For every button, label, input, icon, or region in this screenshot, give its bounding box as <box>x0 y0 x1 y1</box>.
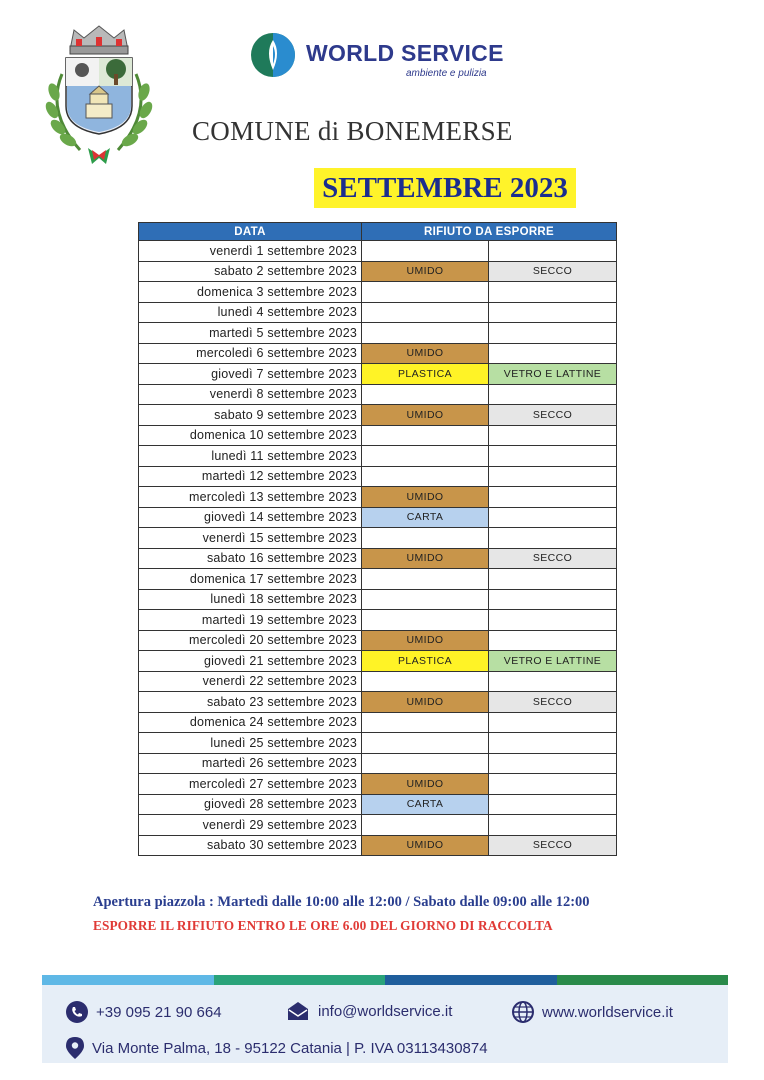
table-row <box>139 507 617 528</box>
row-waste-primary: UMIDO <box>362 692 489 713</box>
row-waste-secondary <box>489 241 617 262</box>
row-waste-primary: PLASTICA <box>362 651 489 672</box>
row-waste-secondary <box>489 630 617 651</box>
row-date: sabato 23 settembre 2023 <box>139 692 362 713</box>
row-date: giovedì 28 settembre 2023 <box>139 794 362 815</box>
row-date: lunedì 11 settembre 2023 <box>139 446 362 467</box>
row-date: lunedì 4 settembre 2023 <box>139 302 362 323</box>
row-date: martedì 5 settembre 2023 <box>139 323 362 344</box>
row-waste-primary: UMIDO <box>362 630 489 651</box>
table-row <box>139 425 617 446</box>
table-row <box>139 835 617 856</box>
row-waste-secondary: VETRO E LATTINE <box>489 364 617 385</box>
row-waste-secondary <box>489 569 617 590</box>
header-waste: RIFIUTO DA ESPORRE <box>362 223 617 241</box>
table-row <box>139 241 617 262</box>
table-row <box>139 774 617 795</box>
row-waste-secondary: SECCO <box>489 835 617 856</box>
footer-address <box>66 1037 488 1059</box>
row-waste-secondary: SECCO <box>489 261 617 282</box>
row-waste-secondary <box>489 671 617 692</box>
row-waste-primary <box>362 446 489 467</box>
row-waste-secondary <box>489 343 617 364</box>
row-date: sabato 2 settembre 2023 <box>139 261 362 282</box>
row-waste-primary <box>362 569 489 590</box>
email-address: info@worldservice.it <box>318 1002 453 1020</box>
row-waste-secondary <box>489 507 617 528</box>
row-date: mercoledì 6 settembre 2023 <box>139 343 362 364</box>
footer-color-stripes <box>42 975 728 985</box>
table-row <box>139 405 617 426</box>
row-waste-primary <box>362 384 489 405</box>
table-row <box>139 671 617 692</box>
table-row <box>139 302 617 323</box>
row-waste-secondary: SECCO <box>489 405 617 426</box>
contact-footer <box>42 975 728 1063</box>
table-row <box>139 569 617 590</box>
table-header-row <box>139 223 617 241</box>
row-date: sabato 9 settembre 2023 <box>139 405 362 426</box>
world-service-logo <box>250 32 296 78</box>
row-waste-primary <box>362 241 489 262</box>
row-date: sabato 16 settembre 2023 <box>139 548 362 569</box>
row-waste-secondary <box>489 774 617 795</box>
row-waste-secondary <box>489 712 617 733</box>
row-waste-secondary <box>489 733 617 754</box>
brand-name: WORLD SERVICE <box>306 40 504 66</box>
row-waste-primary: UMIDO <box>362 405 489 426</box>
row-date: venerdì 29 settembre 2023 <box>139 815 362 836</box>
stripe <box>214 975 386 985</box>
row-date: martedì 19 settembre 2023 <box>139 610 362 631</box>
table-row <box>139 794 617 815</box>
row-waste-primary: CARTA <box>362 794 489 815</box>
row-waste-secondary <box>489 384 617 405</box>
row-waste-secondary: VETRO E LATTINE <box>489 651 617 672</box>
row-waste-secondary <box>489 610 617 631</box>
row-waste-secondary <box>489 528 617 549</box>
header-date: DATA <box>139 223 362 241</box>
table-row <box>139 528 617 549</box>
row-date: domenica 24 settembre 2023 <box>139 712 362 733</box>
table-row <box>139 712 617 733</box>
row-date: giovedì 7 settembre 2023 <box>139 364 362 385</box>
table-row <box>139 343 617 364</box>
apertura-piazzola-text: Apertura piazzola : Martedì dalle 10:00 alle 12:00 / Sabato dalle 09:00 alle 12:00 <box>93 894 590 910</box>
table-row <box>139 466 617 487</box>
row-waste-secondary: SECCO <box>489 548 617 569</box>
row-waste-primary <box>362 733 489 754</box>
row-waste-primary: UMIDO <box>362 835 489 856</box>
row-waste-primary <box>362 425 489 446</box>
row-waste-primary <box>362 753 489 774</box>
row-date: domenica 3 settembre 2023 <box>139 282 362 303</box>
row-date: giovedì 14 settembre 2023 <box>139 507 362 528</box>
row-waste-secondary <box>489 794 617 815</box>
row-date: venerdì 15 settembre 2023 <box>139 528 362 549</box>
row-waste-primary <box>362 323 489 344</box>
table-row <box>139 282 617 303</box>
comune-title: COMUNE di BONEMERSE <box>192 116 513 146</box>
brand-tagline: ambiente e pulizia <box>406 68 487 79</box>
row-waste-secondary <box>489 753 617 774</box>
row-date: martedì 26 settembre 2023 <box>139 753 362 774</box>
table-row <box>139 364 617 385</box>
table-row <box>139 323 617 344</box>
table-row <box>139 487 617 508</box>
row-waste-secondary <box>489 323 617 344</box>
location-pin-icon <box>66 1037 84 1059</box>
row-waste-primary <box>362 671 489 692</box>
table-row <box>139 692 617 713</box>
row-date: mercoledì 27 settembre 2023 <box>139 774 362 795</box>
month-title: SETTEMBRE 2023 <box>314 168 576 208</box>
row-waste-secondary <box>489 446 617 467</box>
row-date: mercoledì 20 settembre 2023 <box>139 630 362 651</box>
row-waste-secondary <box>489 466 617 487</box>
row-date: lunedì 18 settembre 2023 <box>139 589 362 610</box>
row-waste-primary: UMIDO <box>362 548 489 569</box>
row-date: martedì 12 settembre 2023 <box>139 466 362 487</box>
collection-calendar-table <box>138 222 617 856</box>
table-row <box>139 261 617 282</box>
row-date: venerdì 1 settembre 2023 <box>139 241 362 262</box>
row-waste-secondary <box>489 302 617 323</box>
table-row <box>139 651 617 672</box>
row-date: giovedì 21 settembre 2023 <box>139 651 362 672</box>
row-waste-secondary <box>489 425 617 446</box>
row-date: venerdì 8 settembre 2023 <box>139 384 362 405</box>
table-row <box>139 384 617 405</box>
row-waste-primary <box>362 815 489 836</box>
row-waste-secondary: SECCO <box>489 692 617 713</box>
row-date: domenica 10 settembre 2023 <box>139 425 362 446</box>
table-row <box>139 815 617 836</box>
phone-number: +39 095 21 90 664 <box>96 1003 222 1021</box>
row-waste-secondary <box>489 487 617 508</box>
esporre-warning-text: ESPORRE IL RIFIUTO ENTRO LE ORE 6.00 DEL GIORNO DI RACCOLTA <box>93 918 553 933</box>
brand-block <box>250 30 520 86</box>
website-url: www.worldservice.it <box>542 1003 673 1021</box>
municipal-coat-of-arms <box>40 22 158 172</box>
row-waste-primary <box>362 466 489 487</box>
table-row <box>139 630 617 651</box>
row-waste-secondary <box>489 589 617 610</box>
table-row <box>139 753 617 774</box>
row-date: sabato 30 settembre 2023 <box>139 835 362 856</box>
row-waste-primary: UMIDO <box>362 774 489 795</box>
address-text: Via Monte Palma, 18 - 95122 Catania | P. IVA 03113430874 <box>92 1039 488 1057</box>
row-waste-primary: CARTA <box>362 507 489 528</box>
row-date: venerdì 22 settembre 2023 <box>139 671 362 692</box>
row-waste-secondary <box>489 815 617 836</box>
table-row <box>139 446 617 467</box>
row-waste-primary <box>362 589 489 610</box>
row-date: domenica 17 settembre 2023 <box>139 569 362 590</box>
row-waste-primary <box>362 610 489 631</box>
table-row <box>139 610 617 631</box>
stripe <box>42 975 214 985</box>
table-row <box>139 548 617 569</box>
row-waste-primary <box>362 712 489 733</box>
row-waste-primary <box>362 282 489 303</box>
mail-icon <box>286 1001 310 1021</box>
stripe <box>557 975 729 985</box>
row-waste-primary: PLASTICA <box>362 364 489 385</box>
row-waste-secondary <box>489 282 617 303</box>
row-waste-primary <box>362 302 489 323</box>
table-row <box>139 733 617 754</box>
stripe <box>385 975 557 985</box>
globe-icon <box>512 1001 534 1023</box>
footer-email[interactable] <box>286 1001 452 1021</box>
row-waste-primary: UMIDO <box>362 261 489 282</box>
footer-website[interactable] <box>512 1001 673 1023</box>
row-waste-primary: UMIDO <box>362 343 489 364</box>
phone-icon <box>66 1001 88 1023</box>
row-date: mercoledì 13 settembre 2023 <box>139 487 362 508</box>
row-waste-primary <box>362 528 489 549</box>
footer-phone[interactable] <box>66 1001 222 1023</box>
row-date: lunedì 25 settembre 2023 <box>139 733 362 754</box>
row-waste-primary: UMIDO <box>362 487 489 508</box>
table-row <box>139 589 617 610</box>
